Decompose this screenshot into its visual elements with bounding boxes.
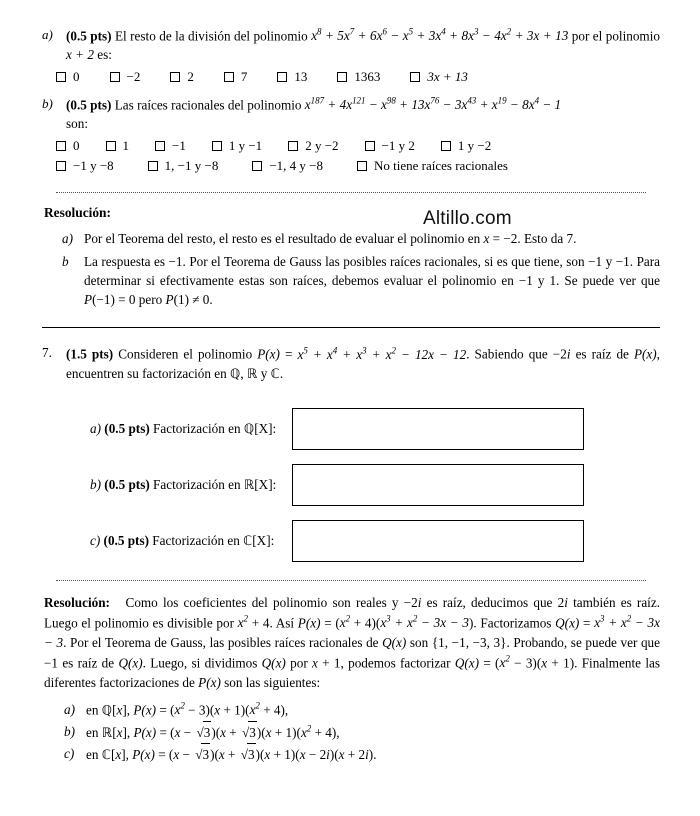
option-b-3-label: 1 y −1 [228,137,263,153]
option-a-6[interactable] [410,69,468,85]
option-a-0-label: 0 [73,68,80,84]
item-b-options-row2 [56,158,660,178]
factorization-c-text: Factorización en ℂ[X]: [152,533,275,549]
option-a-1-label: −2 [126,68,141,84]
checkbox-icon[interactable] [170,72,180,82]
question-6-item-b [42,95,660,134]
checkbox-icon[interactable] [365,141,375,151]
final-item-b-text: en ℝ[x], P(x) = (x − √ 3)(x + √ $3)(x + 1)(x^2 + 4)$, [86,721,340,743]
final-item-b-label: b) [64,723,75,739]
dotted-divider-2 [56,580,646,581]
option-a-6-label: 3x + 13 [427,68,468,84]
resolution-title-q6: Resolución: [44,204,111,220]
question-7-points: (1.5 pts) [66,346,114,362]
item-b-points: (0.5 pts) [66,97,112,113]
checkbox-icon[interactable] [337,72,347,82]
checkbox-icon[interactable] [357,161,367,171]
factorization-a-letter: a) [90,421,101,437]
question-6-item-a [42,26,660,65]
option-b-0-label: 0 [73,137,80,153]
option-b-4[interactable] [288,138,338,154]
option-b-4-label: 2 y −2 [305,137,339,153]
checkbox-icon[interactable] [252,161,262,171]
item-a-points: (0.5 pts) [66,28,112,44]
option-b-9[interactable] [252,158,323,174]
item-a-text-2: por el polinomio [571,28,660,44]
item-a-body [66,26,660,65]
option-b-0[interactable] [56,138,80,154]
option-b-9-label: −1, 4 y −8 [269,157,324,173]
question-7-statement: (1.5 pts) Consideren el polinomio $P(x) = x^5 + x^4 + x^3 + x^2 - 12x - 12$. Sabiendo que −2i es raíz de P(x), encuentren su factorización en ℚ, ℝ y ℂ. [66,345,660,382]
resolution-q7: Resolución: Como los coeficientes del polinomio son reales y −2i es raíz, deducimos que 2i también es raíz. Luego el polinomio es divisible por $x^2 + 4$. Así $P(x) = (x^2 + 4)(x^3 + x^2 - 3x - 3)$. Factorizamos $Q(x) = x^3 + x^2 - 3x - 3$. Por el Teorema de Gauss, las posibles raíces racionales de Q(x) son {1, −1, −3, 3}. Probando, se puede ver que −1 es raíz de Q(x). Luego, si dividimos Q(x) por x + 1, podemos factorizar $Q(x) = (x^2 - 3)(x + 1)$. Finalmente las diferentes factorizaciones de P(x) son las siguientes: [44,595,660,691]
factorization-row-c [42,520,660,562]
item-b-text-2: son: [66,115,88,131]
option-b-3[interactable] [212,138,262,154]
checkbox-icon[interactable] [56,72,66,82]
checkbox-icon[interactable] [148,161,158,171]
answer-box-q[interactable] [292,408,584,450]
item-b-body [66,95,660,134]
checkbox-icon[interactable] [56,161,66,171]
item-b-options-row1 [56,138,660,158]
option-b-1-label: 1 [122,137,129,153]
resolution-item-a-label: a) [62,230,73,246]
item-a-divisor: x + 2 [66,47,94,63]
resolution-title-q7: Resolución: [44,595,110,611]
checkbox-icon[interactable] [288,141,298,151]
checkbox-icon[interactable] [56,141,66,151]
item-b-text-1: Las raíces racionales del polinomio [114,97,302,113]
item-a-label: a) [42,27,53,42]
checkbox-icon[interactable] [212,141,222,151]
resolution-item-b-text: La respuesta es −1. Por el Teorema de Gauss las posibles raíces racionales, si es que tiene, son −1 y −1. Para determinar si efectivamente estas son raíces, debemos evaluar el polinomio en −1 y 1. Se puede ver que P(−1) = 0 pero P(1) ≠ 0. [84,253,660,308]
option-b-2[interactable] [155,138,186,154]
final-item-a-label: a) [64,702,75,718]
option-b-5-label: −1 y 2 [381,137,415,153]
item-a-text-3: es: [97,47,112,63]
resolution-list-q6 [62,229,660,310]
factorization-b-label [42,477,292,493]
option-b-10-label: No tiene raíces racionales [374,157,508,173]
final-item-a-text: en ℚ[x], $P(x) = (x^2 - 3)(x + 1)(x^2 + 4)$, [86,701,289,718]
resolution-item-b [62,252,660,309]
option-b-2-label: −1 [172,137,186,153]
final-item-c [64,743,660,765]
item-b-label: b) [42,95,53,111]
item-a-options [56,69,660,89]
option-b-5[interactable] [365,138,415,154]
factorization-b-points: (0.5 pts) [104,477,150,493]
factorization-b-text: Factorización en ℝ[X]: [153,477,277,493]
solid-divider [42,327,660,328]
resolution-item-a-text: Por el Teorema del resto, el resto es el resultado de evaluar el polinomio en x = −2. Esto da 7. [84,230,577,246]
checkbox-icon[interactable] [155,141,165,151]
factorization-c-points: (0.5 pts) [103,533,149,549]
option-b-6-label: 1 y −2 [457,137,492,153]
checkbox-icon[interactable] [224,72,234,82]
resolution-item-a [62,229,660,248]
option-b-1[interactable] [106,138,130,154]
option-b-10[interactable] [357,158,508,174]
option-b-7[interactable] [56,158,114,174]
option-b-8[interactable] [148,158,219,174]
option-a-4-label: 13 [294,68,308,84]
question-7-number: 7. [42,345,52,361]
checkbox-icon[interactable] [441,141,451,151]
final-item-a [64,699,660,721]
option-b-8-label: 1, −1 y −8 [164,157,219,173]
checkbox-icon[interactable] [410,72,420,82]
option-a-4[interactable] [277,69,307,85]
final-item-c-text: en ℂ[x], P(x) = (x − √ 3)(x + √ 3)(x + 1)(x − 2i)(x + 2i). [86,743,377,765]
final-factorizations [64,699,660,765]
option-b-7-label: −1 y −8 [73,157,114,173]
option-a-3[interactable] [224,69,248,85]
option-a-2[interactable] [170,69,194,85]
option-a-1[interactable] [110,69,141,85]
question-7 [42,344,660,384]
final-item-b [64,721,660,743]
checkbox-icon[interactable] [110,72,120,82]
factorization-a-text: Factorización en ℚ[X]: [153,421,277,437]
checkbox-icon[interactable] [277,72,287,82]
factorization-c-label [42,533,292,549]
option-a-5-label: 1363 [354,68,381,84]
item-a-text-1: El resto de la división del polinomio [115,28,308,44]
checkbox-icon[interactable] [106,141,116,151]
option-a-3-label: 7 [240,68,248,84]
final-item-c-label: c) [64,745,75,761]
answer-box-r[interactable] [292,464,584,506]
dotted-divider-1 [56,192,646,193]
watermark: Altillo.com [423,208,512,229]
factorization-row-a [42,408,660,450]
factorization-b-letter: b) [90,477,101,493]
answer-box-c[interactable] [292,520,584,562]
factorization-a-points: (0.5 pts) [104,421,150,437]
item-a-polynomial: $x^8 + 5x^7 + 6x^6 - x^5 + 3x^4 + 8x^3 - 4x^2 + 3x + 13$ [311,27,569,44]
option-a-2-label: 2 [187,68,194,84]
option-a-0[interactable] [56,69,80,85]
factorization-c-letter: c) [90,533,101,549]
factorization-row-b [42,464,660,506]
factorization-a-label [42,421,292,437]
option-b-6[interactable] [441,138,491,154]
option-a-5[interactable] [337,69,380,85]
resolution-item-b-label: b [62,253,69,269]
item-b-polynomial: $x^{187} + 4x^{121} - x^{98} + 13x^{76} - 3x^{43} + x^{19} - 8x^4 - 1$ [304,95,562,113]
